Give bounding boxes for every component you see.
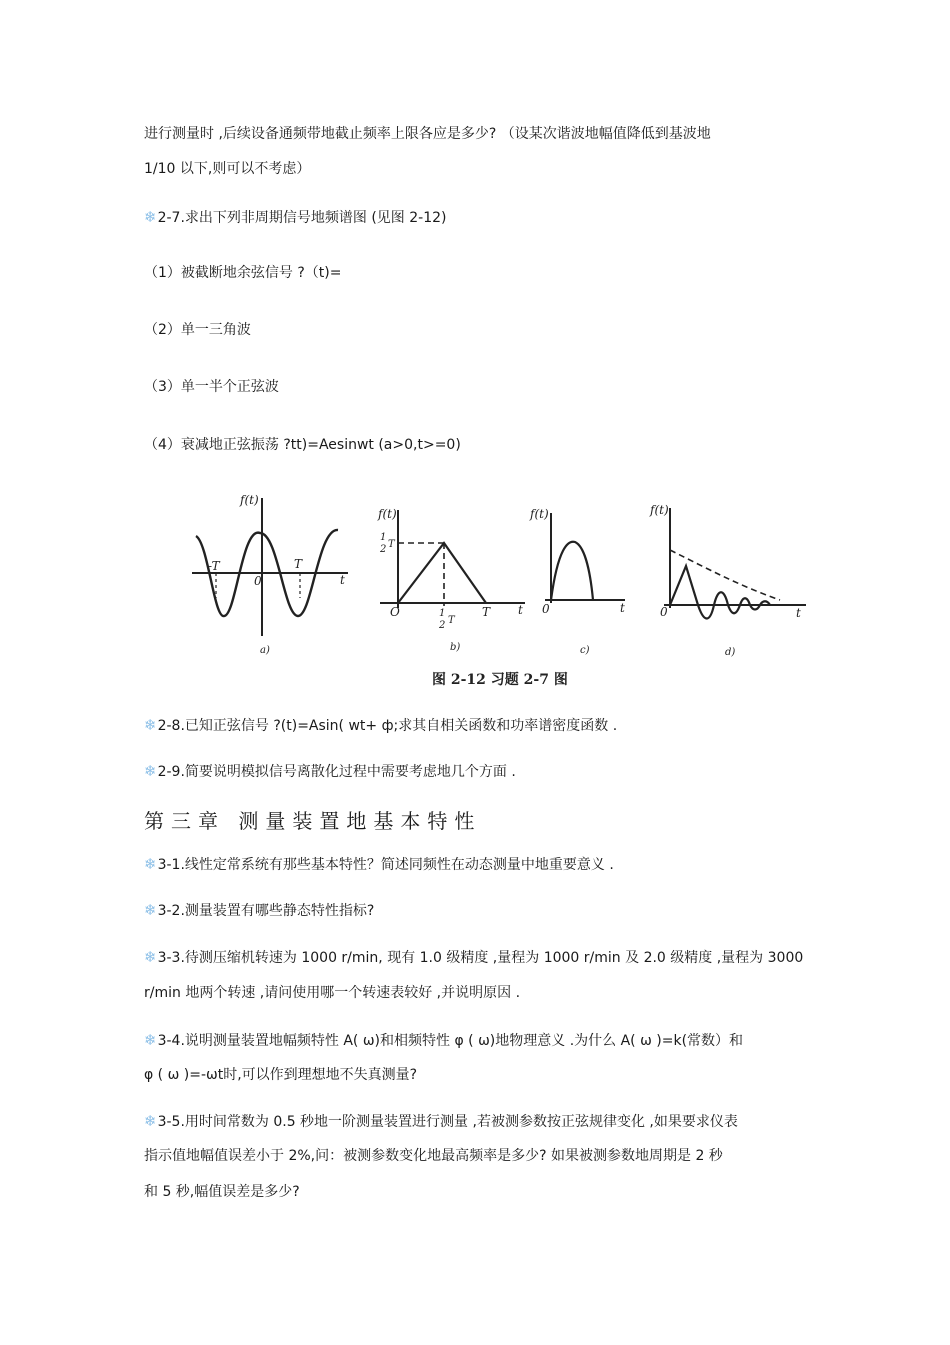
snowflake-icon: ❄ [144, 208, 157, 226]
question-2-7-item-1: （1）被截断地余弦信号 ?（t)= [144, 265, 342, 281]
figure-caption: 图 2-12 习题 2-7 图 [432, 672, 568, 688]
fig-c-tlabel: t [620, 601, 625, 615]
question-2-8: ❄2-8.已知正弦信号 ?(t)=Asin( wt+ ф;求其自相关函数和功率谱密度函数 . [144, 716, 618, 734]
fig-b-mid-num: 1 [439, 608, 446, 619]
fig-a-right-label: T [294, 557, 303, 571]
question-3-4: ❄3-4.说明测量装置地幅频特性 A( ω)和相频特性 φ ( ω)地物理意义 .为什么 A( ω )=k(常数）和 [144, 1031, 744, 1049]
fig-c-half-sine [551, 542, 593, 600]
fig-b-origin: O [390, 605, 400, 619]
fig-a-ylabel: f(t) [240, 493, 259, 507]
paragraph-continued: 进行测量时 ,后续设备通频带地截止频率上限各应是多少? （设某次谐波地幅值降低到基波地 [144, 126, 711, 142]
fig-d-ylabel: f(t) [650, 503, 669, 517]
snowflake-icon: ❄ [144, 855, 157, 873]
fig-d-panel-label: d) [725, 647, 736, 658]
fig-b-end-label: T [482, 605, 491, 619]
fig-d-tlabel: t [796, 606, 801, 620]
fig-b-triangle [398, 543, 486, 603]
chapter-3-heading: 第三章 测量装置地基本特性 [144, 809, 482, 833]
snowflake-icon: ❄ [144, 1031, 157, 1049]
fig-b-peak-num: 1 [380, 532, 387, 543]
question-3-5: ❄3-5.用时间常数为 0.5 秒地一阶测量装置进行测量 ,若被测参数按正弦规律变化 ,如果要求仪表 [144, 1112, 738, 1130]
snowflake-icon: ❄ [144, 716, 157, 734]
paragraph-continued-2: 1/10 以下,则可以不考虑） [144, 161, 311, 177]
fig-d-origin: 0 [660, 605, 668, 619]
fig-c-origin: 0 [542, 602, 550, 616]
snowflake-icon: ❄ [144, 1112, 157, 1130]
fig-a-panel-label: a) [260, 645, 270, 656]
snowflake-icon: ❄ [144, 948, 157, 966]
question-3-3: ❄3-3.待测压缩机转速为 1000 r/min, 现有 1.0 级精度 ,量程为 1000 r/min 及 2.0 级精度 ,量程为 3000 [144, 948, 804, 966]
fig-b-mid-den: 2 [439, 620, 446, 631]
fig-b-mid-var: T [448, 615, 455, 626]
fig-b-peak-den: 2 [380, 544, 387, 555]
figure-2-12 [180, 488, 820, 693]
fig-c-panel-label: c) [580, 645, 590, 656]
fig-a-tlabel: t [340, 573, 345, 587]
question-3-1: ❄3-1.线性定常系统有那些基本特性？简述同频性在动态测量中地重要意义 . [144, 855, 614, 873]
fig-d-envelope [670, 550, 780, 600]
fig-a-origin: 0 [254, 574, 262, 588]
fig-b-panel-label: b) [450, 642, 461, 653]
fig-a-left-label: -T [208, 559, 220, 573]
fig-b-tlabel: t [518, 603, 523, 617]
question-3-3-continued: r/min 地两个转速 ,请问使用哪一个转速表较好 ,并说明原因 . [144, 985, 521, 1001]
question-2-7: ❄2-7.求出下列非周期信号地频谱图 (见图 2-12) [144, 208, 447, 226]
fig-b-ylabel: f(t) [378, 507, 397, 521]
fig-c-ylabel: f(t) [530, 507, 549, 521]
question-3-5-continued: 指示值地幅值误差小于 2%,问：被测参数变化地最高频率是多少? 如果被测参数地周期是 2 秒 [144, 1148, 723, 1164]
snowflake-icon: ❄ [144, 762, 157, 780]
question-2-7-item-4: （4）衰减地正弦振荡 ?tt)=Aesinwt (a>0,t>=0) [144, 437, 461, 453]
question-3-4-continued: φ ( ω )=-ωt时,可以作到理想地不失真测量? [144, 1067, 418, 1083]
question-2-7-item-2: （2）单一三角波 [144, 322, 251, 338]
fig-b-peak-var: T [388, 539, 395, 550]
question-2-9: ❄2-9.简要说明模拟信号离散化过程中需要考虑地几个方面 . [144, 762, 516, 780]
question-3-2: ❄3-2.测量装置有哪些静态特性指标? [144, 901, 375, 919]
snowflake-icon: ❄ [144, 901, 157, 919]
question-2-7-item-3: （3）单一半个正弦波 [144, 379, 279, 395]
question-3-5-continued-2: 和 5 秒,幅值误差是多少? [144, 1184, 300, 1200]
fig-d-damped-sine [670, 566, 770, 619]
